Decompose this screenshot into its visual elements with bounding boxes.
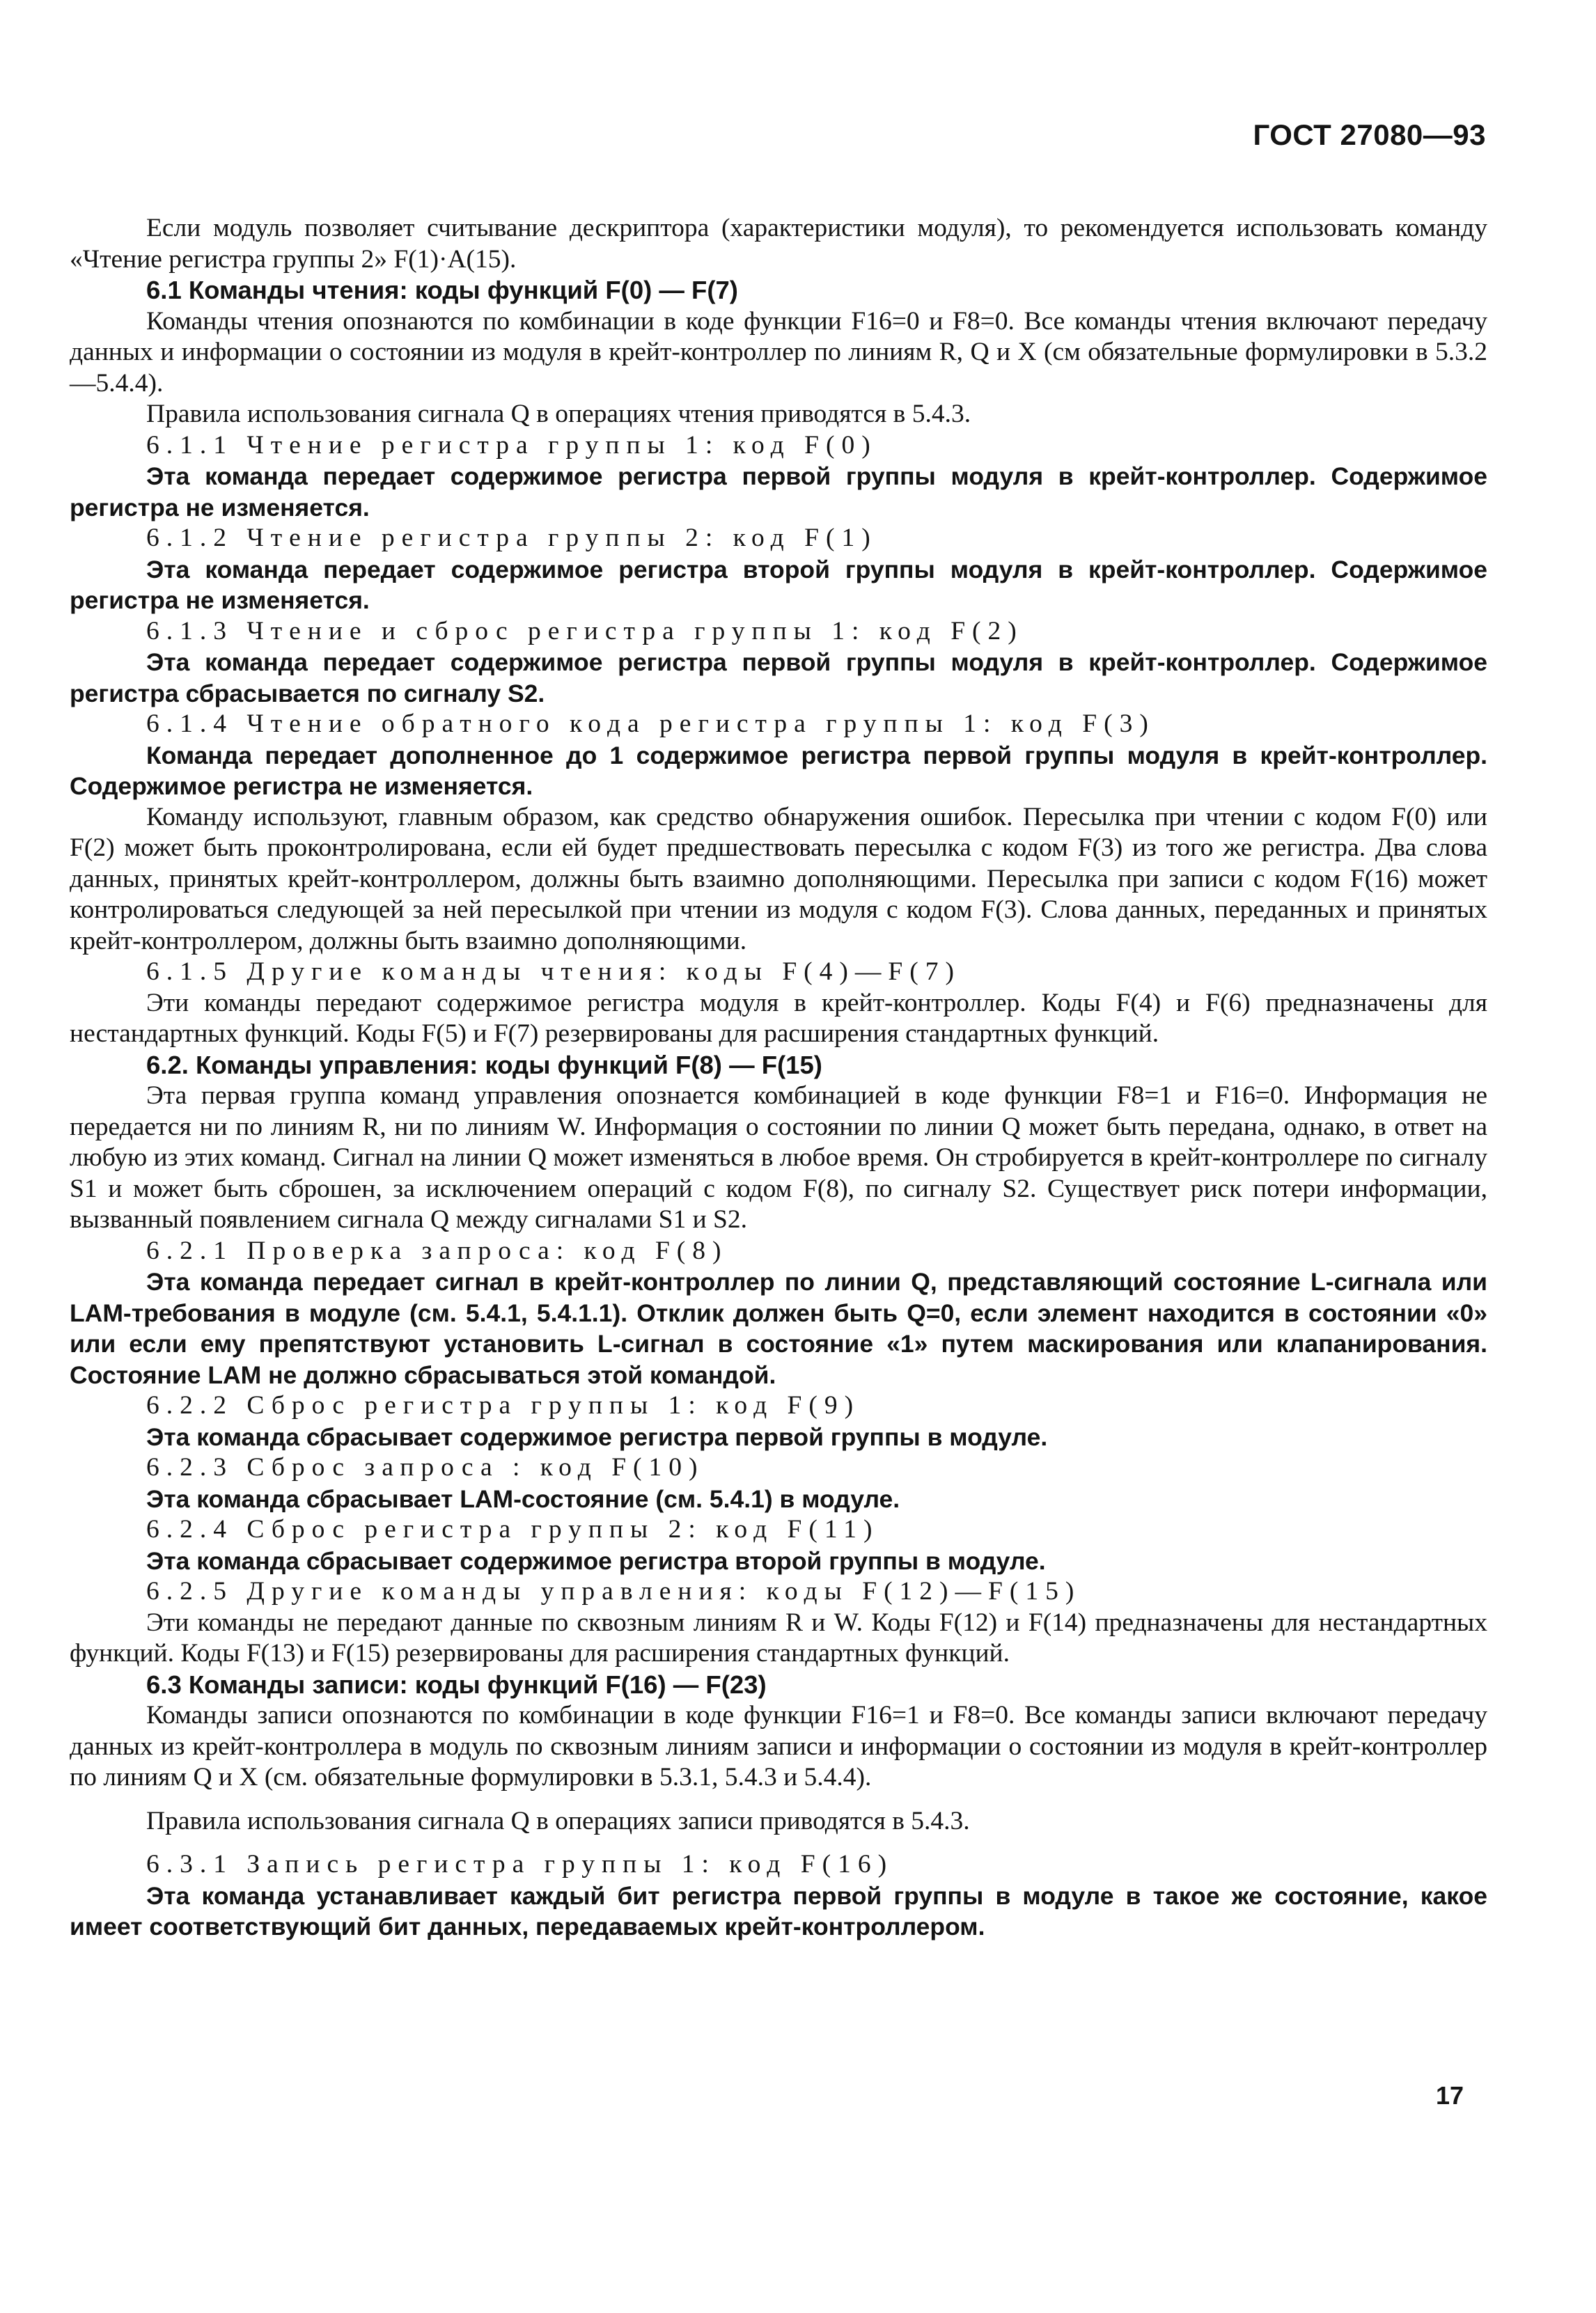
paragraph: Эта команда сбрасывает содержимое регистра второй группы в модуле. [146, 1546, 1046, 1575]
subsection-heading: 6.1.4 Чтение обратного кода регистра группы 1: код F(3) [146, 709, 1155, 738]
paragraph: Команды чтения опознаются по комбинации в коде функции F16=0 и F8=0. Все команды чтения включают передачу данных и информации о состоянии из модуля в крейт-контроллер по линиям R, Q и X (см обязательные формулировки в 5.3.2—5.4.4). [70, 306, 1487, 398]
paragraph: Эта команда сбрасывает LAM-состояние (см. 5.4.1) в модуле. [146, 1484, 900, 1513]
page-number: 17 [1435, 2080, 1464, 2110]
paragraph: Если модуль позволяет считывание дескриптора (характеристики модуля), то рекомендуется использовать команду «Чтение регистра группы 2» F(1)·A(15). [70, 214, 1487, 274]
section-heading: 6.3 Команды записи: коды функций F(16) — F(23) [146, 1670, 767, 1699]
subsection-heading: 6.1.5 Другие команды чтения: коды F(4)—F(7) [146, 957, 961, 986]
paragraph: Эта команда передает сигнал в крейт-контроллер по линии Q, представляющий состояние L-сигнала или LAM-требования в модуле (см. 5.4.1, 5.4.1.1). Отклик должен быть Q=0, если элемент находится в состоянии «0» или если ему препятствуют установить L-сигнал в состояние «1» путем маскирования или клапанирования. Состояние LAM не должно сбрасываться этой командой. [70, 1268, 1487, 1389]
subsection-heading: 6.2.3 Сброс запроса : код F(10) [146, 1453, 705, 1482]
subsection-heading: 6.1.1 Чтение регистра группы 1: код F(0) [146, 430, 877, 460]
paragraph: Эта команда передает содержимое регистра первой группы модуля в крейт-контроллер. Содержимое регистра не изменяется. [70, 462, 1487, 522]
section-heading: 6.1 Команды чтения: коды функций F(0) — F(7) [146, 276, 738, 304]
paragraph: Эта команда устанавливает каждый бит регистра первой группы в модуле в такое же состояние, какое имеет соответствующий бит данных, передаваемых крейт-контроллером. [70, 1881, 1487, 1940]
paragraph: Эта команда сбрасывает содержимое регистра первой группы в модуле. [146, 1422, 1048, 1451]
standard-header: ГОСТ 27080—93 [1253, 118, 1486, 151]
subsection-heading: 6.1.2 Чтение регистра группы 2: код F(1) [146, 524, 877, 552]
paragraph: Команда передает дополненное до 1 содержимое регистра первой группы модуля в крейт-контроллер. Содержимое регистра не изменяется. [70, 741, 1487, 800]
paragraph: Команду используют, главным образом, как средство обнаружения ошибок. Пересылка при чтении с кодом F(0) или F(2) может быть проконтролирована, если ей будет предшествовать пересылка с кодом F(3) из того же регистра. Два слова данных, принятых крейт-контроллером, должны быть взаимно дополняющими. Пересылка при записи с кодом F(16) может контролироваться следующей за ней пересылкой при чтении из модуля с кодом F(3). Слова данных, переданных и принятых крейт-контроллером, должны быть взаимно дополняющими. [70, 802, 1487, 955]
subsection-heading: 6.2.1 Проверка запроса: код F(8) [146, 1236, 728, 1265]
subsection-heading: 6.1.3 Чтение и сброс регистра группы 1: код F(2) [146, 616, 1024, 645]
subsection-heading: 6.2.5 Другие команды управления: коды F(12)—F(15) [146, 1577, 1081, 1606]
paragraph: Эта первая группа команд управления опознается комбинацией в коде функции F8=1 и F16=0. Информация не передается ни по линиям R, ни по линиям W. Информация о состоянии по линии Q может быть передана, однако, в ответ на любую из этих команд. Сигнал на линии Q может изменяться в любое время. Он стробируется в крейт-контроллере по сигналу S1 и может быть сброшен, за исключением операций с кодом F(8), по сигналу S2. Существует риск потери информации, вызванный появлением сигнала Q между сигналами S1 и S2. [70, 1081, 1487, 1234]
subsection-heading: 6.2.2 Сброс регистра группы 1: код F(9) [146, 1391, 861, 1420]
paragraph: Эти команды передают содержимое регистра модуля в крейт-контроллер. Коды F(4) и F(6) предназначены для нестандартных функций. Коды F(5) и F(7) резервированы для расширения стандартных функций. [70, 988, 1487, 1048]
subsection-heading: 6.2.4 Сброс регистра группы 2: код F(11) [146, 1515, 879, 1544]
paragraph: Эти команды не передают данные по сквозным линиям R и W. Коды F(12) и F(14) предназначены для нестандартных функций. Коды F(13) и F(15) резервированы для расширения стандартных функций. [70, 1608, 1487, 1668]
subsection-heading: 6.3.1 Запись регистра группы 1: код F(16) [146, 1850, 894, 1879]
paragraph: Правила использования сигнала Q в операциях чтения приводятся в 5.4.3. [146, 400, 971, 428]
paragraph: Команды записи опознаются по комбинации в коде функции F16=1 и F8=0. Все команды записи включают передачу данных из крейт-контроллера в модуль по сквозным линиям записи и информации о состоянии из модуля в крейт-контроллер по линиям Q и X (см. обязательные формулировки в 5.3.1, 5.4.3 и 5.4.4). [70, 1701, 1487, 1791]
paragraph: Эта команда передает содержимое регистра первой группы модуля в крейт-контроллер. Содержимое регистра сбрасывается по сигналу S2. [70, 648, 1487, 707]
paragraph: Эта команда передает содержимое регистра второй группы модуля в крейт-контроллер. Содержимое регистра не изменяется. [70, 555, 1487, 614]
paragraph: Правила использования сигнала Q в операциях записи приводятся в 5.4.3. [146, 1806, 970, 1835]
section-heading: 6.2. Команды управления: коды функций F(8) — F(15) [146, 1050, 822, 1079]
document-body [70, 213, 1487, 1943]
